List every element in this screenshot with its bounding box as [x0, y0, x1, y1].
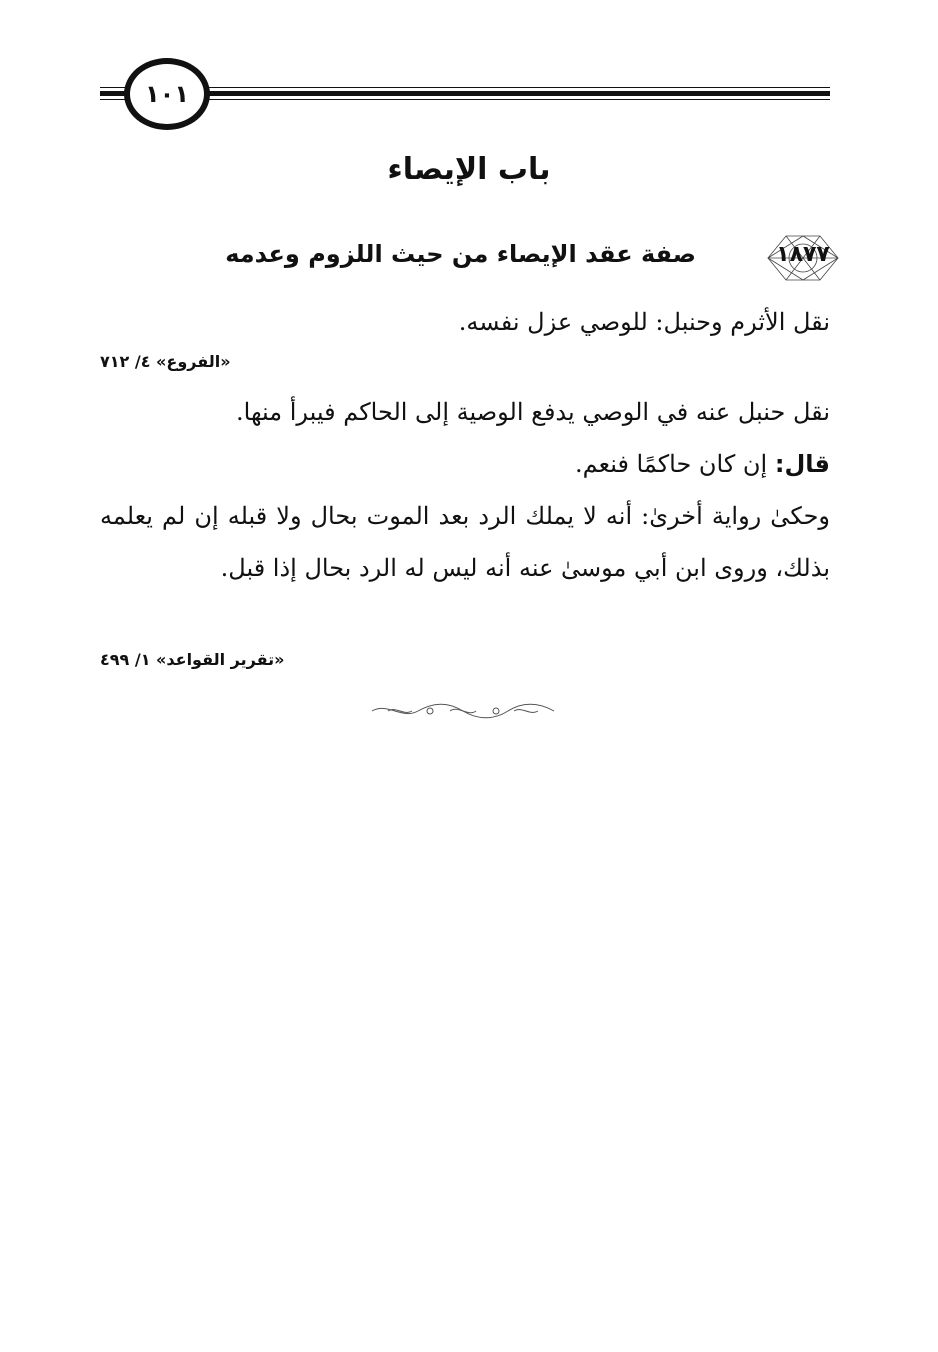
paragraph-3 — [100, 438, 830, 490]
source-reference-1: «الفروع» ٤/ ٧١٢ — [100, 352, 231, 371]
section-title: صفة عقد الإيصاء من حيث اللزوم وعدمه — [225, 240, 696, 268]
source-reference-2: «تقرير القواعد» ١/ ٤٩٩ — [100, 650, 285, 669]
page-number: ١٠١ — [124, 58, 210, 130]
paragraph-4: وحكىٰ رواية أخرىٰ: أنه لا يملك الرد بعد الموت بحال ولا قبله إن لم يعلمه بذلك، وروى ابن أبي موسىٰ عنه أنه ليس له الرد بحال إذا قبل. — [100, 502, 830, 582]
floral-divider-ornament-icon — [368, 700, 558, 722]
section-number: ١٨٧٧ — [776, 242, 830, 267]
paragraph-1: نقل الأثرم وحنبل: للوصي عزل نفسه. — [458, 308, 830, 336]
chapter-title: باب الإيصاء — [387, 152, 551, 187]
paragraph-3-text: إن كان حاكمًا فنعم. — [575, 450, 775, 478]
paragraph-3-lead: قال: — [774, 450, 830, 478]
paragraph-2: نقل حنبل عنه في الوصي يدفع الوصية إلى الحاكم فيبرأ منها. — [236, 398, 830, 426]
